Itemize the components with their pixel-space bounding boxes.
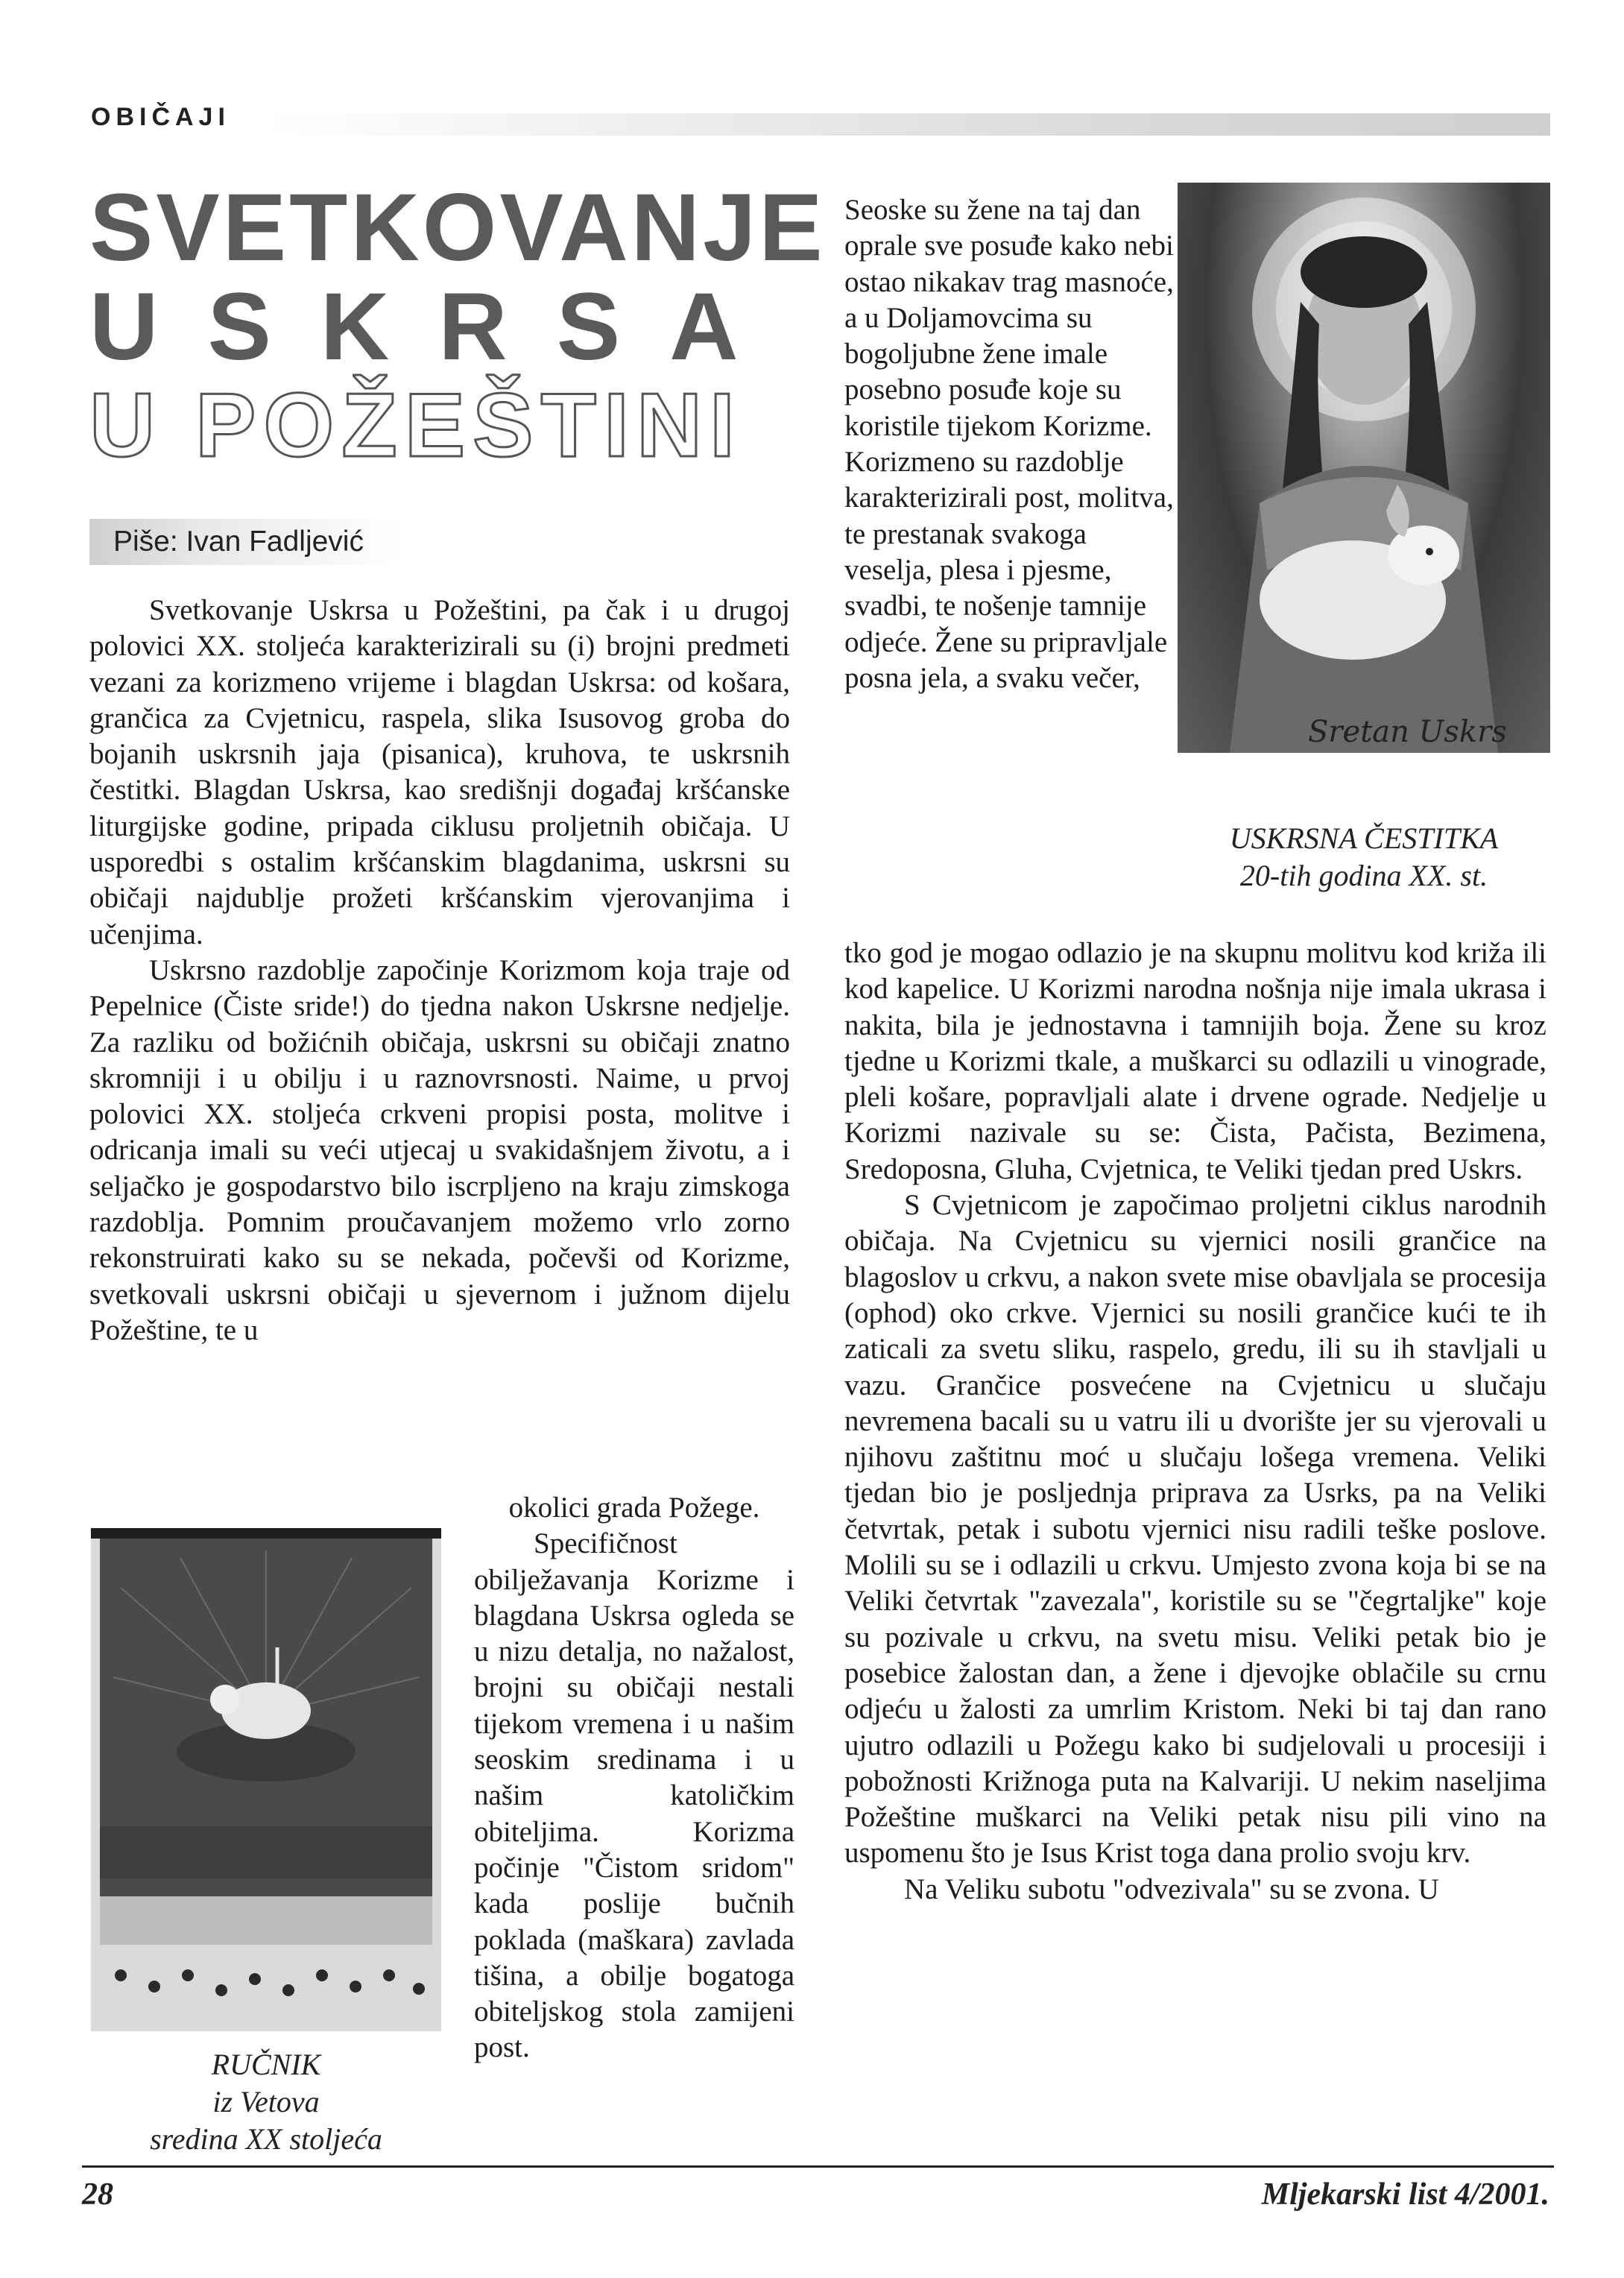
article-title-line-3: U POŽEŠTINI [89,374,742,476]
postcard-illustration [1178,183,1550,753]
caption-line: USKRSNA ČESTITKA [1229,821,1499,855]
caption-line: 20-tih godina XX. st. [1239,859,1488,892]
paragraph: Na Veliku subotu "odvezivala" su se zvona. U [904,1872,1439,1905]
column-left-text [89,593,790,1348]
paragraph-tail: okolici grada Požege. [508,1492,760,1524]
easter-postcard-image [1178,183,1550,753]
caption-line: iz Vetova [212,2085,320,2118]
page-number: 28 [82,2177,113,2212]
towel-illustration [91,1528,441,2031]
caption-line: RUČNIK [211,2048,321,2081]
embroidered-towel-image [91,1528,441,2031]
article-title-line-2: USKRSA [89,274,788,380]
column-left-continuation [474,1490,794,2066]
column-right-text [844,936,1546,1908]
paragraph: Svetkovanje Uskrsa u Požeštini, pa čak i u drugoj polovici XX. stoljeća karakterizirali su (i) brojni predmeti vezani za korizmeno vrijeme i blagdan Uskrsa: od košara, grančica za Cvjetnicu, raspela, slika Isusovog groba do bojanih uskrsnih jaja (pisanica), kruhova, te uskrsnih čestitki. Blagdan Uskrsa, kao središnji događaj kršćanske liturgijske godine, pripada ciklusu proljetnih običaja. U usporedbi s ostalim kršćanskim blagdanima, uskrsni su običaji najdublje prožeti kršćanskim vjerovanjima i učenjima. [89,594,790,950]
paragraph: S Cvjetnicom je započimao proljetni ciklus narodnih običaja. Na Cvjetnicu su vjernici nosili grančice na blagoslov u crkvu, a nakon svete mise obavljala se procesija (ophod) oko crkve. Vjernici su nosili grančice kući te ih zaticali za svetu sliku, raspelo, gredu, ili su ih stavljali u vazu. Grančice posvećene na Cvjetnicu u slučaju nevremena bacali su u vatru ili u dvorište jer su vjerovali u njihovu zaštitnu moć u slučaju lošega vremena. Veliki tjedan bio je posljednja priprava za Usrks, pa na Veliki četvrtak, petak i subotu vjernici nisu radili teške poslove. Molili su se i odlazili u crkvu. Umjesto zvona koja bi se na Veliki četvrtak "zavezala", koristile su se "čegrtaljke" koje su pozivale u crkvu, na svetu misu. Veliki petak bio je posebice žalostan dan, a žene i djevojke oblačile su crnu odjeću u žalosti za umrlim Kristom. Neki bi taj dan rano ujutro odlazili u Požegu kako bi sudjelovali u procesiji i pobožnosti Križnoga puta na Kalvariji. U nekim naseljima Požeštine muškarci na Veliki petak nisu pili vino na uspomenu što je Isus Krist toga dana prolio svoju krv. [844,1189,1546,1870]
byline-bar [89,519,402,565]
section-label: OBIČAJI [91,103,230,131]
header-gradient-rule [265,113,1550,136]
column-right-narrow-text [844,192,1176,696]
byline-text: Piše: Ivan Fadljević [113,526,364,558]
towel-caption [91,2046,441,2158]
paragraph: tko god je mogao odlazio je na skupnu molitvu kod križa ili kod kapelice. U Korizmi narodna nošnja nije imala ukrasa i nakita, bila je jednostavna i tamnijih boja. Žene su kroz tjedne u Korizmi tkale, a muškarci su odlazili u vinograde, pleli košare, popravljali alate i drvene ograde. Nedjelje u Korizmi nazivale su se: Čista, Pačista, Bezimena, Sredoposna, Gluha, Cvjetnica, te Veliki tjedan pred Uskrs. [844,937,1546,1185]
paragraph: Uskrsno razdoblje započinje Korizmom koja traje od Pepelnice (Čiste sride!) do tjedna nakon Uskrsne nedjelje. Za razliku od božićnih običaja, uskrsni su običaji znatno skromniji i u obilju i u raznovrsnosti. Naime, u prvoj polovici XX. stoljeća crkveni propisi posta, molitve i odricanja imali su veći utjecaj u svakidašnjem životu, a i seljačko je gospodarstvo bilo iscrpljeno na kraju zimskoga razdoblja. Pomnim proučavanjem možemo vrlo zorno rekonstruirati kako su se nekada, počevši od Korizme, svetkovali uskrsni običaji u sjevernom i južnom dijelu Požeštine, te u [89,953,790,1346]
paragraph: Seoske su žene na taj dan oprale sve posuđe kako nebi ostao nikakav trag masnoće, a u Doljamovcima su bogoljubne žene imale posebno posuđe koje su koristile tijekom Korizme. Korizmeno su razdoblje karakterizirali post, molitva, te prestanak svakoga veselja, plesa i pjesme, svadbi, te nošenje tamnije odjeće. Žene su pripravljale posna jela, a svaku večer, [844,194,1174,694]
postcard-caption [1178,820,1550,895]
article-title-line-1: SVETKOVANJE [89,174,826,281]
caption-line: sredina XX stoljeća [150,2122,382,2156]
footer-rule [82,2165,1554,2168]
magazine-issue: Mljekarski list 4/2001. [1261,2177,1549,2212]
paragraph: Specifičnost obilježavanja Korizme i blagdana Uskrsa ogleda se u nizu detalja, no nažalost, brojni su običaji nestali tijekom vremena i u našim seoskim sredinama i u našim katoličkim obiteljima. Korizma počinje "Čistom sridom" kada poslije bučnih poklada (maškara) zavlada tišina, a obilje bogatoga obiteljskog stola zamijeni post. [474,1527,794,2064]
postcard-signature: Sretan Uskrs [1308,715,1507,749]
